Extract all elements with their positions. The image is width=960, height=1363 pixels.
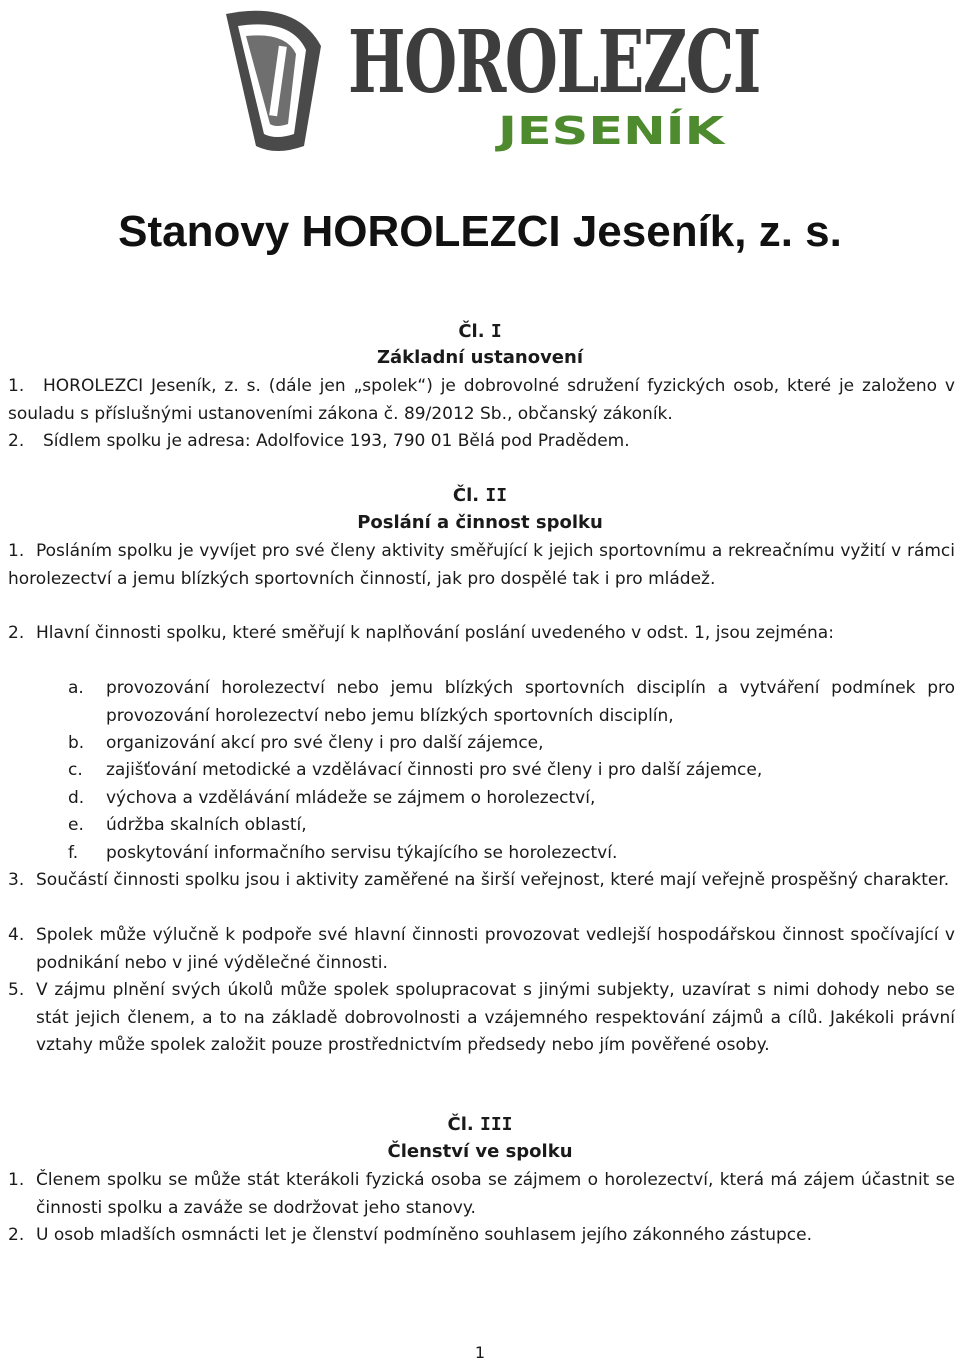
section-roman: III bbox=[479, 1114, 513, 1135]
section-2-number bbox=[0, 485, 960, 506]
paragraph-number: 1. bbox=[8, 1170, 25, 1190]
horolezci-logo bbox=[198, 4, 764, 152]
section-prefix: Čl. bbox=[458, 321, 485, 342]
section-1-number bbox=[0, 321, 960, 342]
paragraph-text: V zájmu plnění svých úkolů může spolek spolupracovat s jinými subjekty, uzavírat s nimi dohody nebo se stát jejich členem, a to na základě dobrovolnosti a vzájemného respektování zájmů a cílů. Jakékoli právní vztahy může spolek založit pouze prostřednictvím předsedy nebo jím pověřené osoby. bbox=[36, 980, 955, 1055]
paragraph-text: Hlavní činnosti spolku, které směřují k naplňování poslání uvedeného v odst. 1, jsou zejména: bbox=[36, 623, 834, 643]
s1-paragraph-1 bbox=[8, 373, 955, 428]
list-item-text: organizování akcí pro své členy i pro další zájemce, bbox=[106, 733, 544, 753]
section-roman: II bbox=[485, 485, 508, 506]
list-item-text: výchova a vzdělávání mládeže se zájmem o horolezectví, bbox=[106, 788, 596, 808]
s2-paragraph-5 bbox=[8, 977, 955, 1060]
s1-paragraph-2 bbox=[8, 428, 955, 456]
section-2-title: Poslání a činnost spolku bbox=[357, 512, 603, 533]
section-3-number bbox=[0, 1114, 960, 1135]
section-roman: I bbox=[490, 321, 502, 342]
list-item-text: zajišťování metodické a vzdělávací činnosti pro své členy i pro další zájemce, bbox=[106, 760, 763, 780]
s2-paragraph-1 bbox=[8, 538, 955, 593]
paragraph-text: Součástí činnosti spolku jsou i aktivity zaměřené na širší veřejnost, které mají veřejně prospěšný charakter. bbox=[36, 870, 950, 890]
s2-paragraph-2 bbox=[8, 620, 955, 648]
paragraph-text: HOROLEZCI Jeseník, z. s. (dále jen „spolek“) je dobrovolné sdružení fyzických osob, které je založeno v souladu s příslušnými ustanoveními zákona č. 89/2012 Sb., občanský zákoník. bbox=[8, 376, 955, 424]
section-1-title: Základní ustanovení bbox=[376, 347, 583, 368]
paragraph-number: 2. bbox=[8, 623, 25, 643]
paragraph-number: 3. bbox=[8, 870, 25, 890]
list-item-letter: d. bbox=[68, 788, 85, 808]
page-number: 1 bbox=[474, 1343, 486, 1362]
logo-subtitle: JESENÍK bbox=[493, 109, 727, 153]
list-item-text: poskytování informačního servisu týkajícího se horolezectví. bbox=[106, 843, 618, 863]
paragraph-text: Členem spolku se může stát kterákoli fyzická osoba se zájmem o horolezectví, která má zájem účastnit se činnosti spolku a zaváže se dodržovat jeho stanovy. bbox=[36, 1170, 955, 1218]
s3-paragraph-1 bbox=[8, 1167, 955, 1222]
paragraph-number: 2. bbox=[8, 431, 25, 451]
paragraph-number: 2. bbox=[8, 1225, 25, 1245]
carabiner-logo-icon bbox=[198, 4, 764, 152]
list-item-letter: e. bbox=[68, 815, 84, 835]
paragraph-text: Spolek může výlučně k podpoře své hlavní činnosti provozovat vedlejší hospodářskou činnost spočívající v podnikání nebo v jiné výdělečné činnosti. bbox=[36, 925, 955, 973]
list-item-letter: f. bbox=[68, 843, 79, 863]
section-prefix: Čl. bbox=[452, 485, 480, 506]
s2-paragraph-4 bbox=[8, 922, 955, 977]
list-item bbox=[68, 730, 955, 758]
paragraph-text: Posláním spolku je vyvíjet pro své členy aktivity směřující k jejich sportovnímu a rekreačnímu vyžití v rámci horolezectví a jemu blízkých sportovních činností, jak pro dospělé tak i pro mládež. bbox=[8, 541, 955, 589]
paragraph-text: U osob mladších osmnácti let je členství podmíněno souhlasem jejího zákonného zástupce. bbox=[36, 1225, 813, 1245]
section-prefix: Čl. bbox=[447, 1114, 474, 1135]
document-title: Stanovy HOROLEZCI Jeseník, z. s. bbox=[118, 207, 842, 256]
section-3-title: Členství ve spolku bbox=[387, 1141, 573, 1162]
list-item-letter: c. bbox=[68, 760, 83, 780]
paragraph-number: 1. bbox=[8, 376, 25, 396]
list-item bbox=[68, 675, 955, 730]
paragraph-text: Sídlem spolku je adresa: Adolfovice 193, 790 01 Bělá pod Pradědem. bbox=[43, 431, 630, 451]
list-item bbox=[68, 840, 955, 868]
s2-paragraph-3 bbox=[8, 867, 955, 895]
s3-paragraph-2 bbox=[8, 1222, 955, 1250]
list-item bbox=[68, 785, 955, 813]
list-item-letter: a. bbox=[68, 678, 84, 698]
list-item-text: údržba skalních oblastí, bbox=[106, 815, 307, 835]
paragraph-number: 5. bbox=[8, 980, 25, 1000]
logo-wordmark: HOROLEZCI bbox=[348, 12, 760, 113]
list-item bbox=[68, 757, 955, 785]
list-item-text: provozování horolezectví nebo jemu blízkých sportovních disciplín a vytváření podmínek pro provozování horolezectví nebo jemu blízkých sportovních disciplín, bbox=[106, 678, 955, 726]
paragraph-number: 4. bbox=[8, 925, 25, 945]
paragraph-number: 1. bbox=[8, 541, 25, 561]
list-item bbox=[68, 812, 955, 840]
list-item-letter: b. bbox=[68, 733, 85, 753]
